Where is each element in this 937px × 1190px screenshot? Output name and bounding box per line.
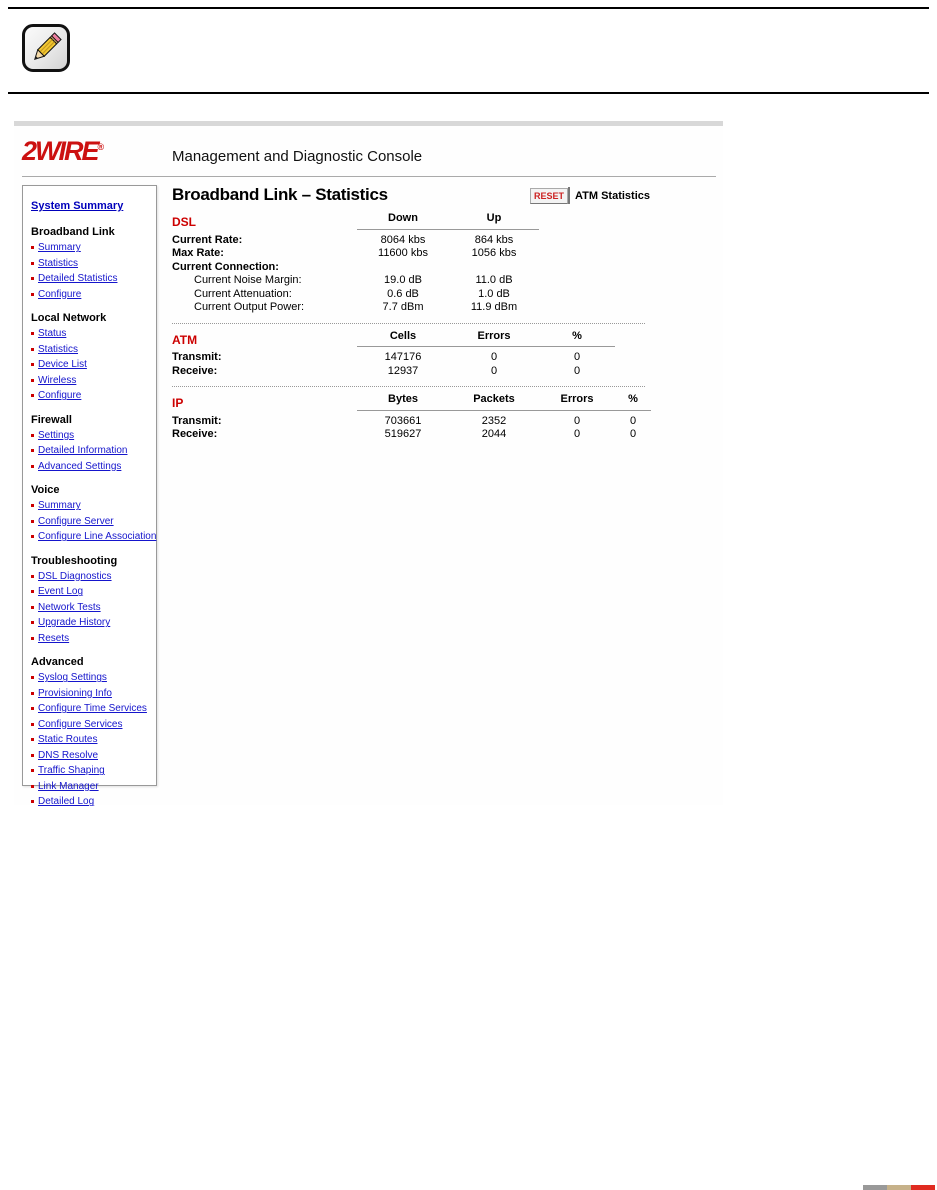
sidebar-item-advanced-configure-services[interactable] [31,717,150,733]
cell-value: 12937 [387,364,419,377]
sidebar-item-broadband-link-statistics[interactable] [31,256,150,272]
sidebar-item-firewall-settings[interactable] [31,428,150,444]
sidebar-link[interactable]: DSL Diagnostics [38,570,112,582]
sidebar-item-broadband-link-detailed-statistics[interactable] [31,271,150,287]
table-row-transmit [172,351,650,365]
cell-value: 1.0 dB [478,287,510,300]
sidebar-item-troubleshooting-network-tests[interactable] [31,600,150,616]
row-label: Current Rate: [172,233,243,246]
sidebar-link[interactable]: Provisioning Info [38,687,112,699]
bullet-icon [31,504,34,507]
bullet-icon [31,434,34,437]
sidebar-link[interactable]: Network Tests [38,601,101,613]
sidebar-item-local-network-status[interactable] [31,326,150,342]
column-header-label: Cells [357,330,449,348]
table-row-current-connection [172,261,650,275]
sidebar-item-troubleshooting-dsl-diagnostics[interactable] [31,569,150,585]
sidebar-link[interactable]: Configure [38,390,82,402]
cell-value: 2044 [481,428,507,440]
sidebar-item-local-network-device-list[interactable] [31,357,150,373]
sidebar-link[interactable]: Traffic Shaping [38,765,105,777]
sidebar-section-local-network: Local Network [31,312,107,324]
sidebar-link[interactable]: Advanced Settings [38,460,122,472]
sidebar-item-firewall-advanced-settings[interactable] [31,459,150,475]
sidebar-link[interactable]: DNS Resolve [38,749,99,761]
sidebar-item-broadband-link-configure[interactable] [31,287,150,303]
footer-bar-0 [863,1185,887,1190]
bullet-icon [31,754,34,757]
row-label: Max Rate: [172,247,224,259]
row-label: Current Output Power: [194,301,305,313]
bullet-icon [31,348,34,351]
sidebar-link[interactable]: Detailed Log [38,796,95,808]
column-header-cells [357,330,449,348]
sidebar-link[interactable]: Static Routes [38,734,98,746]
sidebar-link[interactable]: Detailed Information [38,445,128,457]
column-header-label: Bytes [357,393,449,411]
table-row-receive [172,365,650,379]
sidebar-section-broadband-link: Broadband Link [31,226,115,238]
column-header-label: Errors [539,393,615,411]
sidebar-section-firewall: Firewall [31,413,72,426]
column-header- [539,330,615,348]
table-row-current-rate [172,234,650,248]
cell-value: 11.0 dB [475,274,513,286]
column-header-label: % [539,330,615,348]
sidebar-section-voice: Voice [31,484,60,496]
sidebar-link[interactable]: Event Log [38,586,84,598]
sidebar-link[interactable]: Settings [38,429,75,441]
sidebar-item-advanced-detailed-log[interactable] [31,794,150,810]
bullet-icon [31,707,34,710]
bullet-icon [31,738,34,741]
dotted-separator [172,323,645,324]
cell-value [449,261,539,275]
stats-table-ip [172,393,650,442]
cell-value [357,261,449,275]
reset-button[interactable]: RESET [530,188,568,204]
section-title-atm: ATM [172,332,198,347]
table-row-max-rate [172,247,650,261]
sidebar-link[interactable]: Configure [38,288,82,300]
table-row-current-noise-margin [172,274,650,288]
sidebar-item-advanced-static-routes[interactable] [31,732,150,748]
cell-value: 147176 [384,351,422,363]
column-header-errors [449,330,539,348]
bullet-icon [31,277,34,280]
sidebar-item-troubleshooting-resets[interactable] [31,631,150,647]
sidebar-item-voice-summary[interactable] [31,498,150,514]
bullet-icon [31,785,34,788]
sidebar-item-local-network-wireless[interactable] [31,373,150,389]
sidebar-item-advanced-provisioning-info[interactable] [31,686,150,702]
sidebar-item-local-network-statistics[interactable] [31,342,150,358]
cell-value: 0 [629,428,637,440]
sidebar-item-system-summary[interactable]: System Summary [31,200,124,212]
bullet-icon [31,606,34,609]
column-header-packets [449,393,539,411]
cell-value: 703661 [384,414,422,427]
row-label: Current Connection: [172,260,279,273]
row-label: Receive: [172,428,218,440]
cell-value: 0 [573,351,581,363]
sidebar-item-advanced-dns-resolve[interactable] [31,748,150,764]
column-header-label: Errors [449,330,539,348]
column-header-bytes [357,393,449,411]
bullet-icon [31,692,34,695]
row-label: Current Attenuation: [194,287,292,300]
sidebar-section-advanced: Advanced [31,656,84,668]
section-title-dsl: DSL [172,215,196,229]
sidebar-link[interactable]: Configure Line Association [38,531,157,543]
bullet-icon [31,535,34,538]
sidebar-item-advanced-syslog-settings[interactable] [31,670,150,686]
bullet-icon [31,637,34,640]
cell-value: 11.9 dBm [470,301,518,313]
sidebar-link[interactable]: Detailed Statistics [38,273,118,285]
console-screenshot [14,121,723,808]
dotted-separator [172,386,645,387]
sidebar-item-voice-configure-server[interactable] [31,514,150,530]
footer-bars [863,1185,935,1190]
cell-value: 0 [573,414,581,427]
bullet-icon [31,520,34,523]
column-header-label: Packets [449,393,539,411]
sidebar-link[interactable]: Configure Services [38,718,123,730]
note-section-divider-line [8,92,929,94]
2wire-logo [22,136,104,167]
section-title-ip: IP [172,396,184,410]
bullet-icon [31,246,34,249]
bullet-icon [31,262,34,265]
cell-value: 7.7 dBm [382,301,424,313]
sidebar-link[interactable]: Upgrade History [38,617,111,629]
bullet-icon [31,363,34,366]
cell-value: 0.6 dB [387,287,419,300]
sidebar-link[interactable]: Summary [38,242,81,254]
column-header-label: Up [449,212,539,230]
sidebar-link[interactable]: Link Manager [38,780,99,792]
row-label: Transmit: [172,414,222,427]
sidebar-section-troubleshooting: Troubleshooting [31,554,118,567]
bullet-icon [31,449,34,452]
cell-value: 0 [490,364,498,377]
column-header- [615,393,651,411]
title-row [172,185,650,205]
bullet-icon [31,575,34,578]
sidebar-link[interactable]: Status [38,328,67,340]
header-rule [22,176,716,177]
sidebar-item-advanced-configure-time-services[interactable] [31,701,150,717]
cell-value: 0 [490,351,498,363]
column-header-label: % [615,393,651,411]
row-label: Current Noise Margin: [194,274,302,286]
footer-bar-2 [911,1185,935,1190]
bullet-icon [31,332,34,335]
bullet-icon [31,293,34,296]
bullet-icon [31,379,34,382]
sidebar-item-troubleshooting-event-log[interactable] [31,584,150,600]
page-title: Broadband Link – Statistics [172,185,388,204]
footer-bar-1 [887,1185,911,1190]
cell-value: 8064 kbs [380,233,426,246]
bullet-icon [31,465,34,468]
sidebar-item-broadband-link-summary[interactable] [31,240,150,256]
sidebar-link[interactable]: Device List [38,359,87,371]
sidebar-item-local-network-configure[interactable] [31,388,150,404]
column-header-up [449,212,539,230]
sidebar-link[interactable]: Configure Time Services [38,703,147,715]
stats-table-dsl [172,212,650,315]
table-row-current-attenuation [172,288,650,302]
row-label: Transmit: [172,351,222,363]
top-divider-line [8,7,929,9]
cell-value: 0 [629,414,637,427]
pencil-icon [26,28,66,68]
bullet-icon [31,394,34,397]
bullet-icon [31,769,34,772]
stats-table-atm [172,330,650,379]
bullet-icon [31,800,34,803]
sidebar-link[interactable]: Wireless [38,374,77,386]
stats-tables [172,212,650,442]
column-header-errors [539,393,615,411]
cell-value: 0 [573,364,581,377]
sidebar [22,185,157,808]
cell-value: 19.0 dB [384,274,422,286]
sidebar-link[interactable]: Configure Server [38,515,114,527]
reset-controls [530,187,650,204]
console-title: Management and Diagnostic Console [172,148,423,165]
cell-value: 11600 kbs [378,247,428,259]
atm-statistics-label: ATM Statistics [575,189,650,202]
sidebar-item-firewall-detailed-information[interactable] [31,443,150,459]
cell-value: 519627 [384,428,422,440]
cell-value: 2352 [481,414,507,427]
cell-value: 1056 kbs [471,247,517,259]
bullet-icon [31,621,34,624]
sidebar-item-voice-configure-line-association[interactable] [31,529,157,545]
sidebar-link[interactable]: Statistics [38,257,79,269]
table-row-receive [172,428,650,442]
cell-value: 864 kbs [474,233,514,246]
table-row-current-output-power [172,301,650,315]
sidebar-link[interactable]: Syslog Settings [38,672,107,684]
sidebar-item-troubleshooting-upgrade-history[interactable] [31,615,150,631]
bullet-icon [31,590,34,593]
button-divider [568,187,570,204]
sidebar-link[interactable]: Statistics [38,343,79,355]
main-content [172,185,650,442]
sidebar-link[interactable]: Summary [38,500,81,512]
sidebar-nav [31,226,157,810]
cell-value: 0 [573,428,581,440]
sidebar-item-advanced-link-manager[interactable] [31,779,150,795]
registered-mark-icon: ® [97,142,105,152]
column-header-label: Down [357,212,449,230]
sidebar-link[interactable]: Resets [38,632,70,644]
row-label: Receive: [172,364,218,377]
bullet-icon [31,723,34,726]
logo-text: 2WIRE [22,136,98,166]
sidebar-item-advanced-traffic-shaping[interactable] [31,763,150,779]
column-header-down [357,212,449,230]
bullet-icon [31,676,34,679]
note-icon-box [22,24,70,72]
table-row-transmit [172,415,650,429]
